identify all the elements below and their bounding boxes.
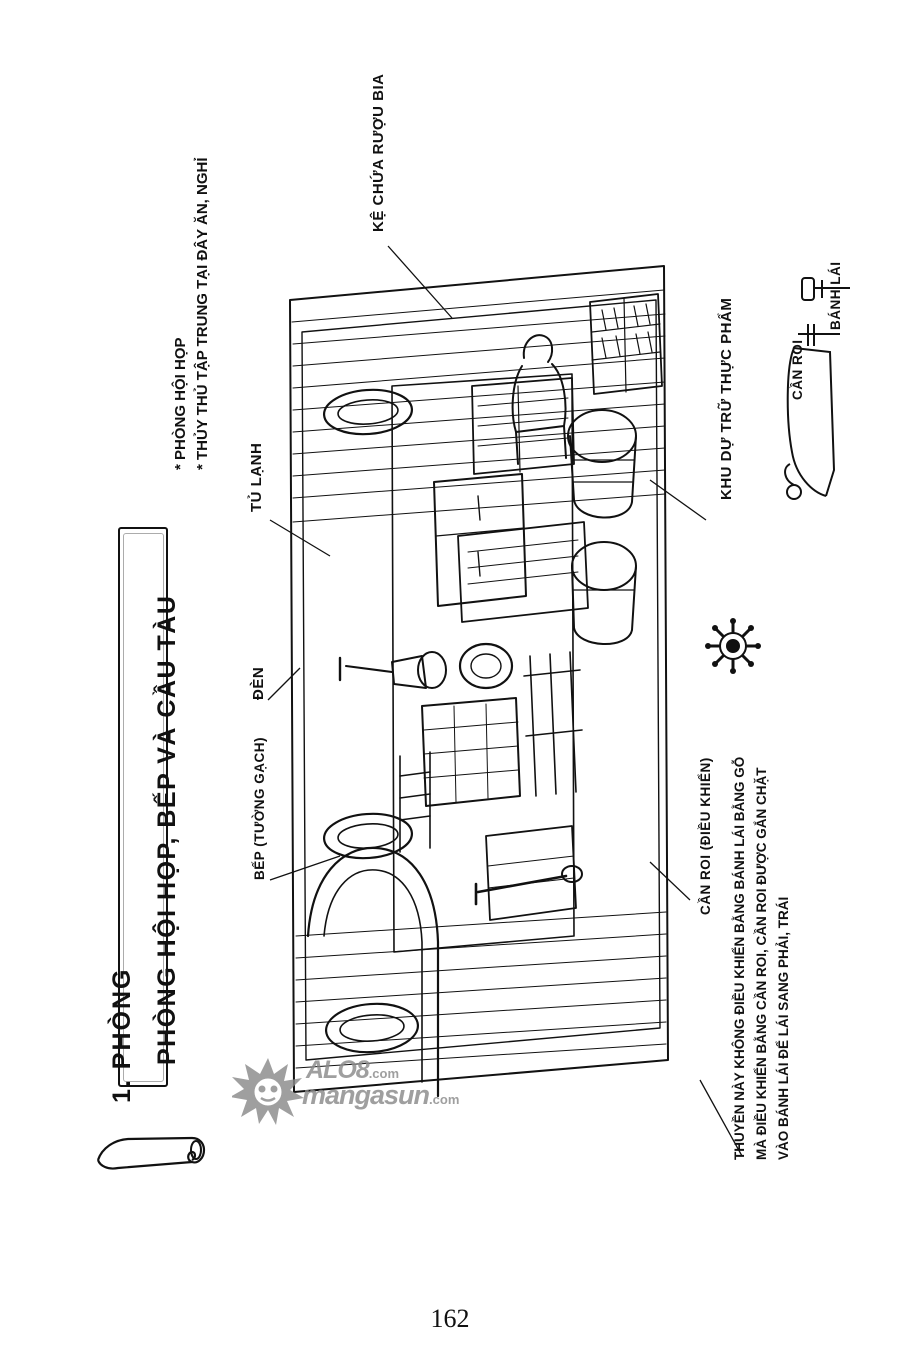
- label-food-storage: KHU DỰ TRỮ THỰC PHẨM: [718, 297, 735, 500]
- title-box-label: PHÒNG HỘI HỌP, BẾP VÀ CẦU TÀU: [153, 594, 181, 1065]
- label-rudder: BÁNH LÁI: [828, 261, 843, 330]
- rudder-note-line-0: THUYỀN NÀY KHÔNG ĐIỀU KHIỂN BẰNG BÁNH LÁI BẰNG GỖ: [732, 756, 747, 1160]
- watermark-line-2-text: mangasun: [302, 1080, 430, 1110]
- watermark: [232, 1052, 482, 1132]
- page-title: 1. PHÒNG: [108, 967, 136, 1103]
- label-kitchen: BẾP (TƯỜNG GẠCH): [252, 737, 267, 880]
- label-shelf-drinks: KỆ CHỨA RƯỢU BIA: [370, 73, 387, 232]
- bullet-item-1: * THỦY THỦ TẬP TRUNG TẠI ĐÂY ĂN, NGHỈ: [194, 157, 211, 470]
- rudder-detail-sketch: [778, 270, 868, 520]
- page-number: 162: [430, 1304, 470, 1333]
- bullet-item-0: * PHÒNG HỘI HỌP: [172, 337, 189, 470]
- label-tiller: CẦN ROI (ĐIỀU KHIỂN): [698, 757, 713, 915]
- rudder-note-line-1: MÀ ĐIỀU KHIỂN BẰNG CẦN ROI, CẦN ROI ĐƯỢC GẮN CHẶT: [754, 767, 769, 1160]
- label-lamp: ĐÈN: [250, 666, 267, 700]
- label-tiller-small: CẦN ROI: [790, 339, 805, 400]
- watermark-line-2-suffix: .com: [429, 1092, 460, 1107]
- rudder-note-line-2: VÀO BÁNH LÁI ĐỂ LÁI SANG PHẢI, TRÁI: [776, 896, 791, 1160]
- watermark-line-1-suffix: .com: [368, 1066, 400, 1081]
- label-fridge: TỦ LẠNH: [248, 442, 265, 512]
- ship-wheel-icon: [705, 618, 761, 674]
- watermark-line-1-text: ALO8: [306, 1056, 369, 1084]
- watermark-line-2: [302, 1080, 459, 1111]
